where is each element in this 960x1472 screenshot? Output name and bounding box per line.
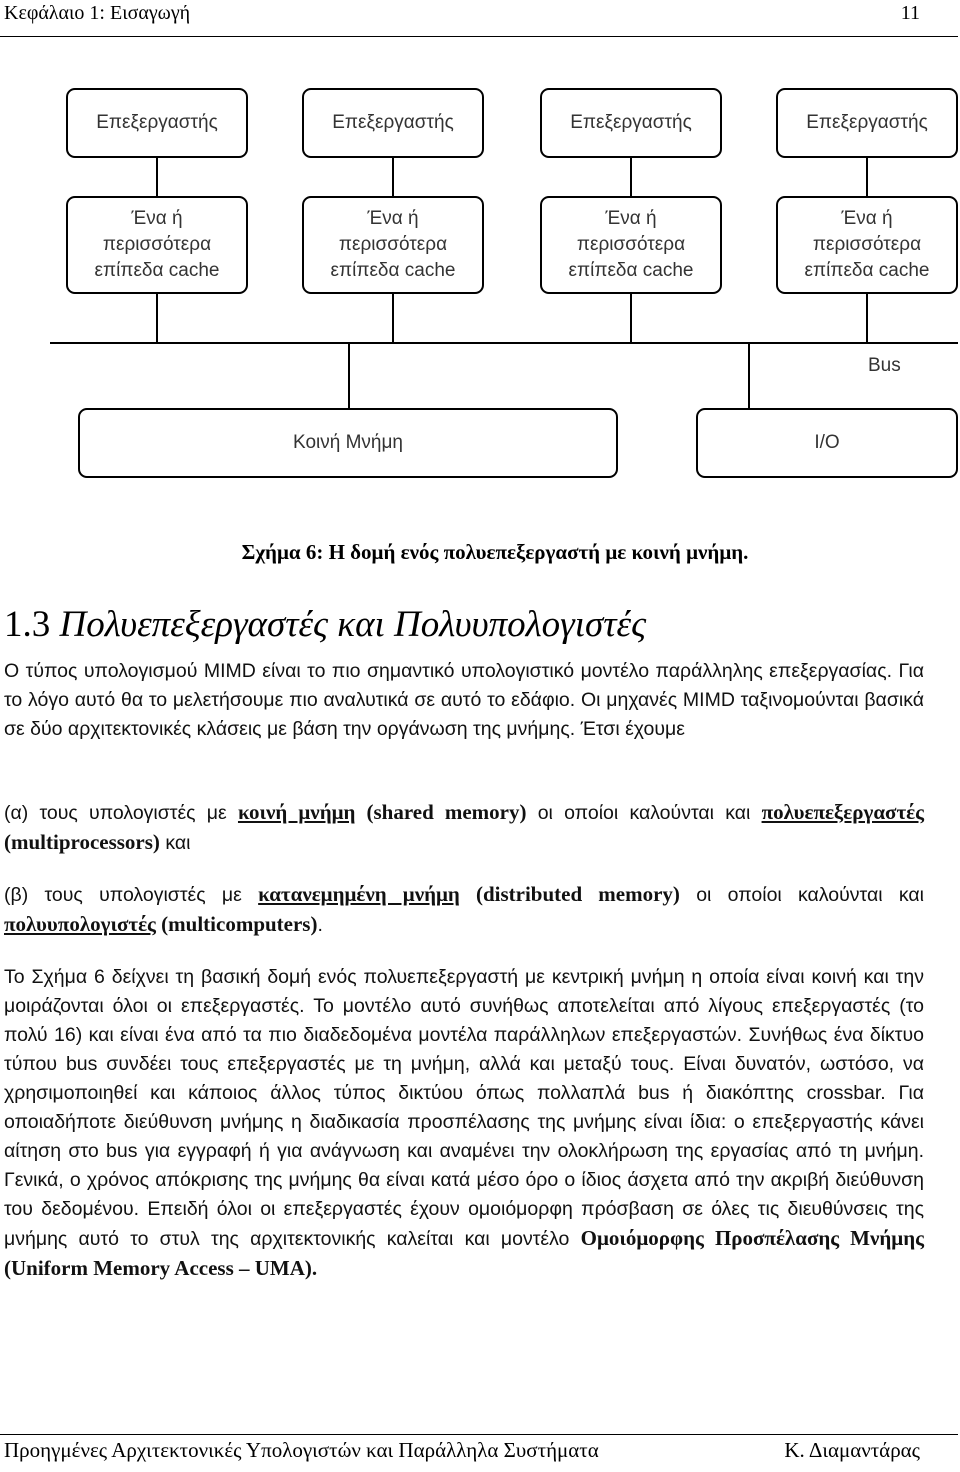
term-uma-greek: Ομοιόμορφης Προσπέλασης Μνήμης xyxy=(580,1226,925,1250)
connector xyxy=(156,294,158,342)
connector xyxy=(392,158,394,196)
text-span: οι οποίοι καλούνται και xyxy=(679,884,924,906)
connector xyxy=(392,294,394,342)
paragraph-uma xyxy=(4,963,924,1284)
chapter-title: Κεφάλαιο 1: Εισαγωγή xyxy=(4,2,191,24)
term-en: (shared memory) xyxy=(355,800,527,824)
io-box xyxy=(696,408,958,478)
processor-box-3 xyxy=(540,88,722,158)
bus-label: Bus xyxy=(868,355,901,376)
connector xyxy=(748,342,750,408)
cache-label-line3: επίπεδα cache xyxy=(568,260,694,281)
text-span: (α) τους υπολογιστές με xyxy=(4,802,238,824)
header-rule xyxy=(0,36,958,37)
section-title: Πολυεπεξεργαστές και Πολυυπολογιστές xyxy=(59,604,647,645)
cache-label-line2: περισσότερα xyxy=(338,234,448,255)
cache-label-line1: Ένα ή xyxy=(367,208,419,229)
term-en: (multiprocessors) xyxy=(4,830,160,854)
cache-label-line2: περισσότερα xyxy=(102,234,212,255)
term-en: (multicomputers) xyxy=(155,912,318,936)
cache-label-line3: επίπεδα cache xyxy=(804,260,930,281)
io-label: I/O xyxy=(814,432,840,453)
term-shared-memory: κοινή μνήμη xyxy=(237,800,356,824)
processor-label: Επεξεργαστής xyxy=(806,112,928,133)
cache-label-line3: επίπεδα cache xyxy=(330,260,456,281)
cache-box-3 xyxy=(540,196,722,294)
processor-label: Επεξεργαστής xyxy=(332,112,454,133)
cache-label-line3: επίπεδα cache xyxy=(94,260,220,281)
connector xyxy=(866,158,868,196)
processor-label: Επεξεργαστής xyxy=(570,112,692,133)
cache-box-2 xyxy=(302,196,484,294)
figure-caption: Σχήμα 6: Η δομή ενός πολυεπεξεργαστή με κοινή μνήμη. xyxy=(241,540,749,564)
connector xyxy=(866,294,868,342)
footer-rule xyxy=(0,1434,958,1435)
section-heading xyxy=(4,603,646,646)
term-multiprocessors: πολυεπεξεργαστές xyxy=(761,800,924,824)
cache-label-line2: περισσότερα xyxy=(812,234,922,255)
cache-label-line1: Ένα ή xyxy=(841,208,893,229)
text-span: και xyxy=(159,832,191,854)
term-distributed-memory: κατανεμημένη μνήμη xyxy=(258,882,460,906)
cache-label-line2: περισσότερα xyxy=(576,234,686,255)
section-number: 1.3 xyxy=(4,604,51,645)
bus-line xyxy=(50,342,958,344)
text-span: Το Σχήμα 6 δείχνει τη βασική δομή ενός πολυεπεξεργαστή με κεντρική μνήμη η οποία είναι κοινή και την μοιράζονται όλοι οι επεξεργαστές. Το μοντέλο αυτό συνήθως αποτελείται από λίγους επεξεργαστές (το πολύ 16) και είναι ένα από τα πιο διαδεδομένα μοντέλα παράλληλων επεξεργαστών. Συνήθως ένα δίκτυο τύπου bus συνδέει τους επεξεργαστές με τη μνήμη, αλλά και μεταξύ τους. Είναι δυνατόν, ωστόσο, να χρησιμοποιηθεί και κάποιος άλλος τύπος δικτύου όπως πολλαπλά bus ή διακόπτης crossbar. Για οποιαδήποτε διεύθυνση μνήμης η διαδικασία προσπέλασης της μνήμης είναι ίδια: ο επεξεργαστής κάνει αίτηση στο bus για εγγραφή ή για ανάγνωση και αναμένει την ολοκλήρωση της εργασίας από τη μνήμη. Γενικά, ο χρόνος απόκρισης της μνήμης θα είναι κατά μέσο όρο ο ίδιος άσχετα από την ακριβή διεύθυνση του δεδομένου. Επειδή όλοι οι επεξεργαστές έχουν ομοιόμορφη πρόσβαση σε όλες τις διευθύνσεις της μνήμης αυτό το στυλ της αρχιτεκτονικής καλείται και μοντέλο xyxy=(4,966,924,1250)
processor-box-2 xyxy=(302,88,484,158)
cache-label-line1: Ένα ή xyxy=(605,208,657,229)
paragraph-shared-memory xyxy=(4,798,924,858)
text-span: οι οποίοι καλούνται και xyxy=(526,802,762,824)
processor-box-1 xyxy=(66,88,248,158)
connector xyxy=(348,342,350,408)
shared-memory-label: Κοινή Μνήμη xyxy=(293,432,403,453)
cache-box-4 xyxy=(776,196,958,294)
connector xyxy=(630,294,632,342)
paragraph-intro: Ο τύπος υπολογισμού MIMD είναι το πιο σημαντικό υπολογιστικό μοντέλο παράλληλης επεξεργασίας. Για το λόγο αυτό θα το μελετήσουμε πιο αναλυτικά σε αυτό το εδάφιο. Οι μηχανές MIMD ταξινομούνται βασικά σε δύο αρχιτεκτονικές κλάσεις με βάση την οργάνωση της μνήμης. Έτσι έχουμε xyxy=(4,660,924,740)
term-multicomputers: πολυυπολογιστές xyxy=(4,912,156,936)
connector xyxy=(156,158,158,196)
cache-label-line1: Ένα ή xyxy=(131,208,183,229)
cache-box-1 xyxy=(66,196,248,294)
author: Κ. Διαμαντάρας xyxy=(784,1438,920,1462)
processor-label: Επεξεργαστής xyxy=(96,112,218,133)
term-uma-en: (Uniform Memory Access – UMA). xyxy=(4,1256,318,1280)
book-title: Προηγμένες Αρχιτεκτονικές Υπολογιστών και Παράλληλα Συστήματα xyxy=(4,1438,599,1462)
connector xyxy=(630,158,632,196)
shared-memory-box xyxy=(78,408,618,478)
page-number: 11 xyxy=(900,2,920,24)
text-span: (β) τους υπολογιστές με xyxy=(4,884,259,906)
paragraph-distributed-memory xyxy=(4,880,924,940)
text-span: . xyxy=(317,914,323,936)
processor-box-4 xyxy=(776,88,958,158)
term-en: (distributed memory) xyxy=(459,882,680,906)
